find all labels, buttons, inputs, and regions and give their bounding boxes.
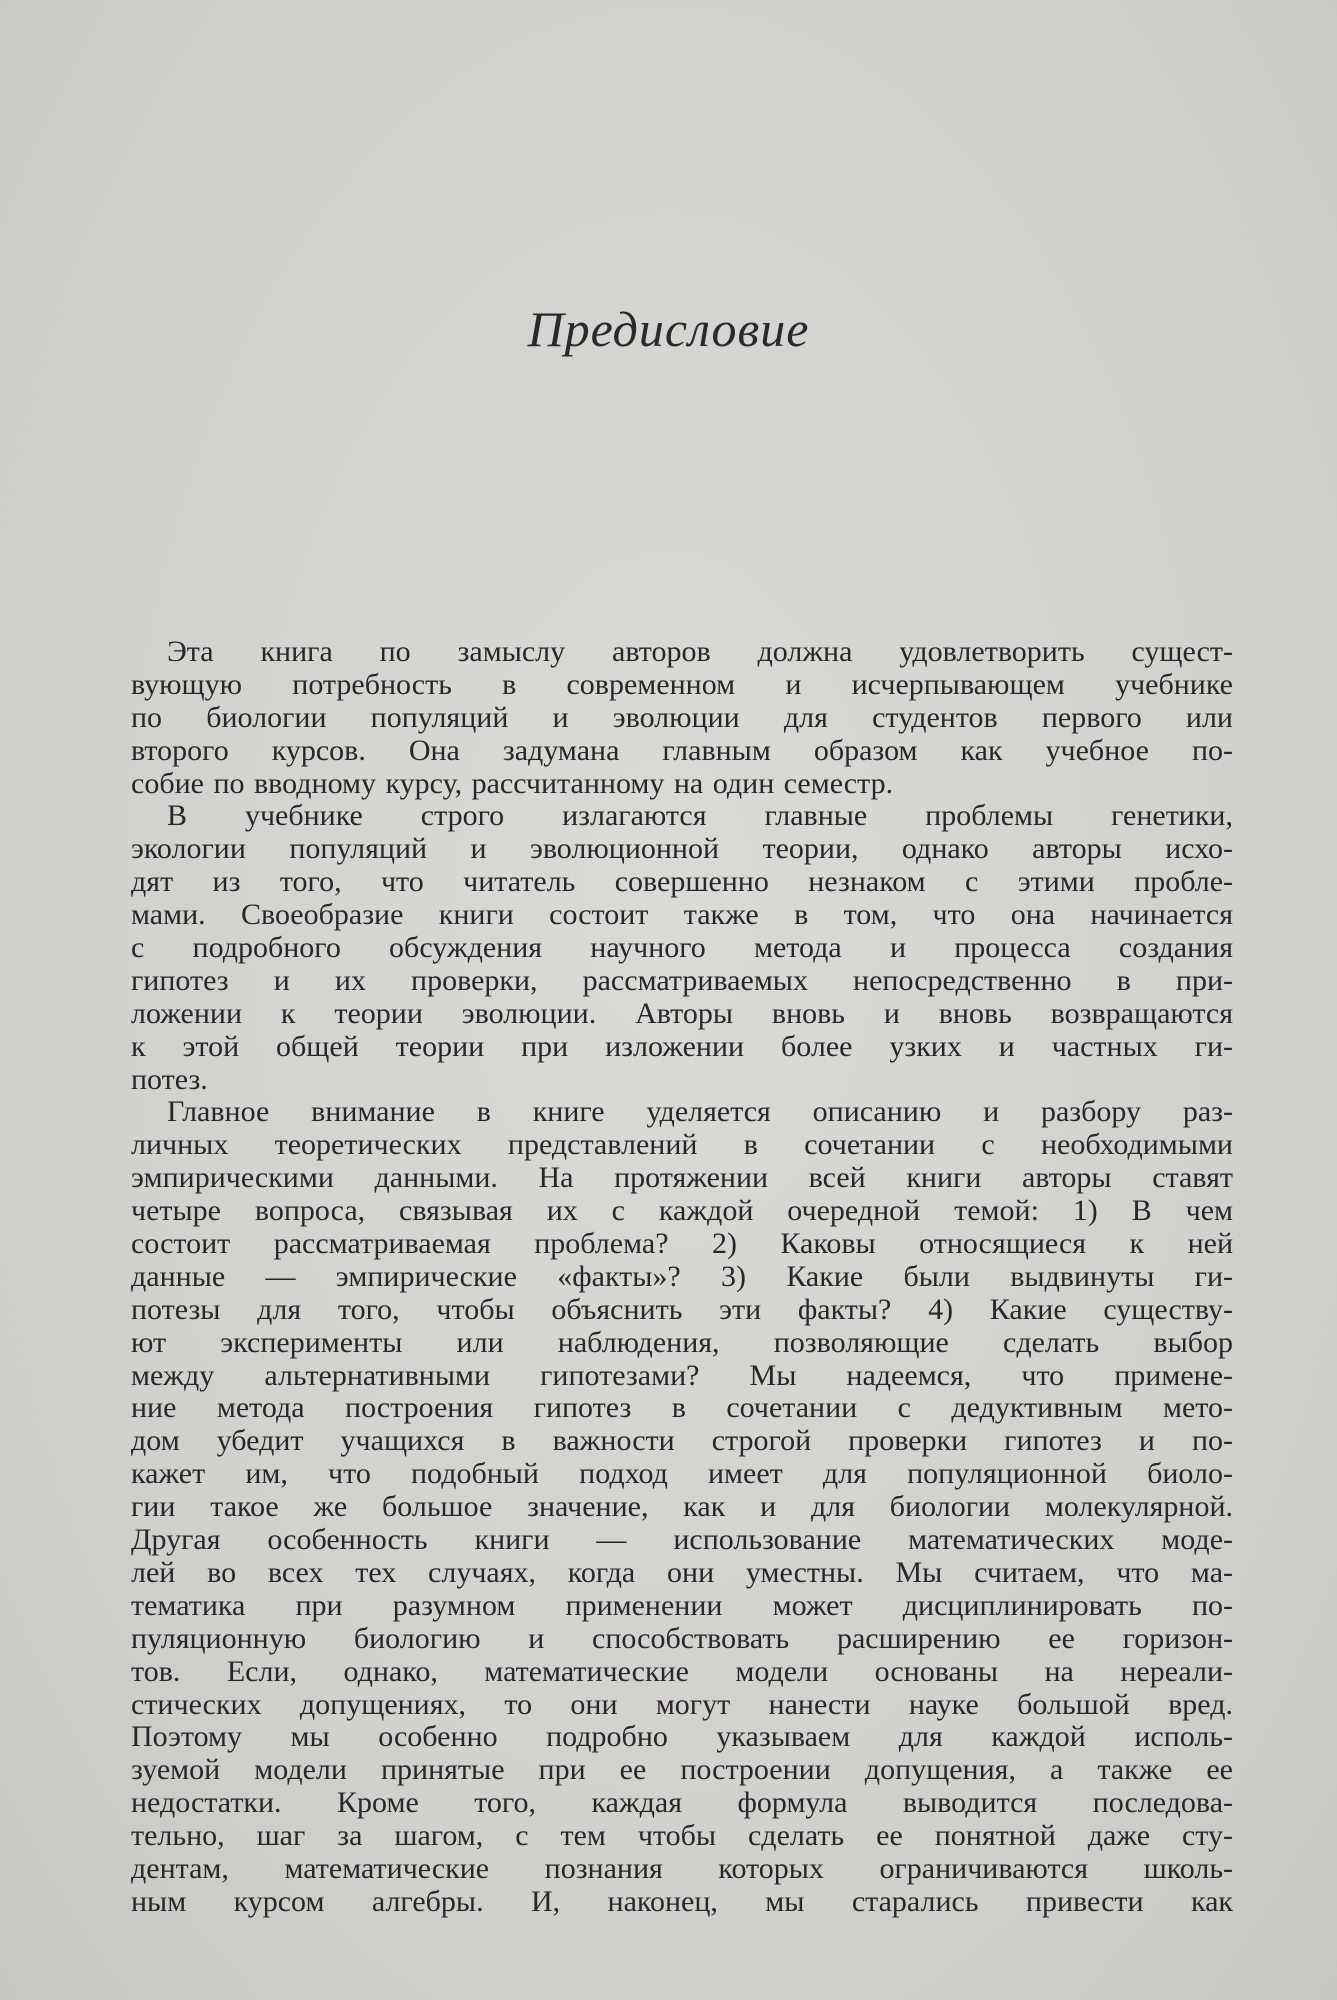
text-line: кажет им, что подобный подход имеет для популяционной биоло- (131, 1457, 1233, 1491)
text-line: гипотез и их проверки, рассматриваемых непосредственно в при- (131, 963, 1233, 997)
text-line: гии такое же большое значение, как и для биологии молекулярной. (131, 1490, 1233, 1524)
text-line: тельно, шаг за шагом, с тем чтобы сделать ее понятной даже сту- (131, 1819, 1233, 1853)
text-line: состоит рассматриваемая проблема? 2) Каковы относящиеся к ней (131, 1227, 1233, 1261)
text-line: Главное внимание в книге уделяется описанию и разбору раз- (167, 1095, 1233, 1129)
text-line: к этой общей теории при изложении более узких и частных ги- (131, 1029, 1233, 1063)
text-line: пуляционную биологию и способствовать расширению ее горизон- (131, 1621, 1233, 1655)
text-line: личных теоретических представлений в сочетании с необходимыми (131, 1128, 1233, 1162)
text-line: по биологии популяций и эволюции для студентов первого или (131, 700, 1233, 734)
text-line: вующую потребность в современном и исчерпывающем учебнике (131, 667, 1233, 701)
text-line: между альтернативными гипотезами? Мы надеемся, что примене- (131, 1358, 1233, 1392)
text-line: экологии популяций и эволюционной теории, однако авторы исхо- (131, 832, 1233, 866)
text-line: дом убедит учащихся в важности строгой проверки гипотез и по- (131, 1424, 1233, 1458)
text-line: дентам, математические познания которых ограничиваются школь- (131, 1851, 1233, 1885)
text-line: лей во всех тех случаях, когда они уместны. Мы считаем, что ма- (131, 1555, 1233, 1589)
text-line: второго курсов. Она задумана главным образом как учебное по- (131, 733, 1233, 767)
text-line: мами. Своеобразие книги состоит также в том, что она начинается (131, 898, 1233, 932)
paragraph (131, 636, 1233, 800)
text-line: стических допущениях, то они могут нанести науке большой вред. (131, 1687, 1233, 1721)
text-line: тематика при разумном применении может дисциплинировать по- (131, 1588, 1233, 1622)
text-line: тов. Если, однако, математические модели основаны на нереали- (131, 1654, 1233, 1688)
text-line: В учебнике строго излагаются главные проблемы генетики, (167, 799, 1233, 833)
body-text (131, 636, 1233, 1919)
paragraph (131, 1096, 1233, 1918)
text-line: собие по вводному курсу, рассчитанному на один семестр. (131, 766, 894, 800)
page-title: Предисловие (527, 301, 810, 357)
text-line: Другая особенность книги — использование математических моде- (131, 1523, 1233, 1557)
text-line: потезы для того, чтобы объяснить эти факты? 4) Какие существу- (131, 1292, 1233, 1326)
text-line: дят из того, что читатель совершенно незнаком с этими пробле- (131, 865, 1233, 899)
text-line: с подробного обсуждения научного метода и процесса создания (131, 931, 1233, 965)
text-line: эмпирическими данными. На протяжении всей книги авторы ставят (131, 1161, 1233, 1195)
text-line: Поэтому мы особенно подробно указываем для каждой исполь- (131, 1720, 1233, 1754)
text-line: ют эксперименты или наблюдения, позволяющие сделать выбор (131, 1325, 1233, 1359)
text-line: четыре вопроса, связывая их с каждой очередной темой: 1) В чем (131, 1194, 1233, 1228)
text-line: недостатки. Кроме того, каждая формула выводится последова- (131, 1786, 1233, 1820)
text-line: Эта книга по замыслу авторов должна удовлетворить сущест- (167, 635, 1233, 668)
text-line: зуемой модели принятые при ее построении допущения, а также ее (131, 1753, 1233, 1787)
text-line: данные — эмпирические «факты»? 3) Какие были выдвинуты ги- (131, 1259, 1233, 1293)
text-line: ложении к теории эволюции. Авторы вновь и вновь возвращаются (131, 996, 1233, 1030)
text-line: ным курсом алгебры. И, наконец, мы старались привести как (131, 1884, 1233, 1918)
text-line: потез. (131, 1062, 208, 1096)
text-line: ние метода построения гипотез в сочетании с дедуктивным мето- (131, 1391, 1233, 1425)
paragraph (131, 800, 1233, 1096)
